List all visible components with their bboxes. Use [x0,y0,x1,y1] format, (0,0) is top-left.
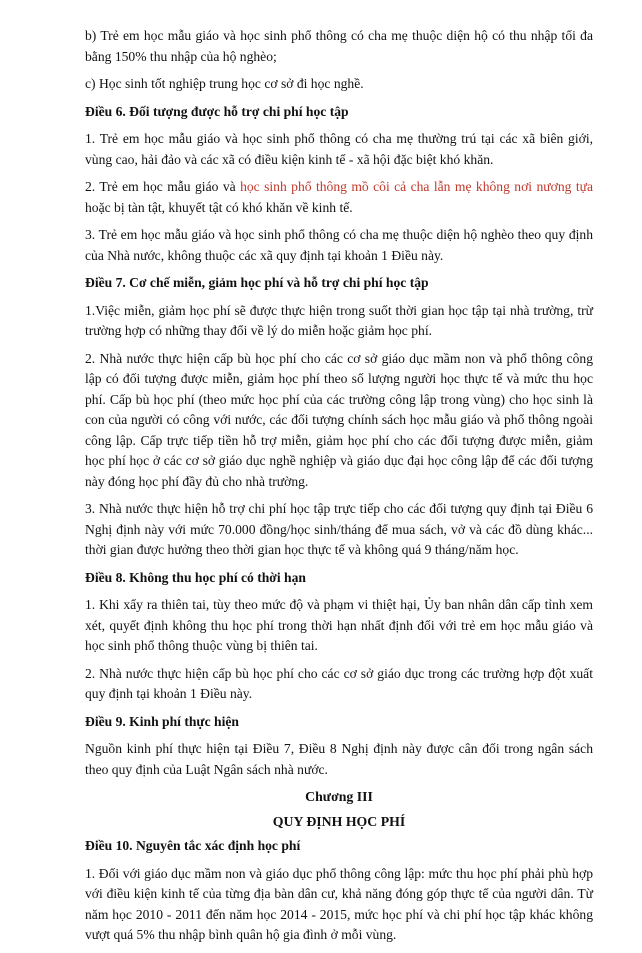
article-10-clause-1: 1. Đối với giáo dục mầm non và giáo dục phổ thông công lập: mức thu học phí phải phù hợp với điều kiện kinh tế của từng địa bàn dân cư, khả năng đóng góp thực tế của người dân. Từ năm học 2010 - 2011 đến năm học 2014 - 2015, mức học phí và chi phí học tập khác không vượt quá 5% thu nhập bình quân hộ gia đình ở mỗi vùng. [85,865,593,942]
article-7-clause-3: 3. Nhà nước thực hiện hỗ trợ chi phí học tập trực tiếp cho các đối tượng quy định tại Điều 6 Nghị định này với mức 70.000 đồng/học sinh/tháng để mua sách, vở và các đồ dùng khác... thời gian được hưởng theo thời gian học thực tế và không quá 9 tháng/năm học. [85,501,593,557]
article-6-clause-2-start: 2. Trẻ em học mẫu giáo và [85,179,241,194]
article-6-clause-2-end: hoặc bị tàn tật, khuyết tật có khó khăn về kinh tế. [85,199,353,215]
article-10-heading: Điều 10. Nguyên tắc xác định học phí [85,838,301,853]
article-9-heading: Điều 9. Kinh phí thực hiện [85,713,239,729]
article-8-clause-1: 1. Khi xẩy ra thiên tai, tùy theo mức độ và phạm vi thiệt hại, Ủy ban nhân dân cấp tỉnh xem xét, quyết định không thu học phí trong thời hạn nhất định đối với trẻ em học mẫu giáo và học sinh phổ thông thuộc vùng bị thiên tai. [85,597,593,653]
article-6-heading: Điều 6. Đối tượng được hỗ trợ chi phí học tập [85,103,349,119]
article-7-clause-1: 1.Việc miễn, giảm học phí sẽ được thực hiện trong suốt thời gian học tập tại nhà trường, trừ trường hợp có những thay đổi về lý do miễn hoặc giảm học phí. [85,302,593,338]
article-6-clause-3: 3. Trẻ em học mẫu giáo và học sinh phổ thông có cha mẹ thuộc diện hộ nghèo theo quy định của Nhà nước, không thuộc các xã quy định tại khoản 1 Điều này. [85,227,593,263]
highlighted-text: học sinh phổ thông mồ côi cả cha lẫn mẹ không nơi nương tựa [240,179,593,194]
article-8-heading: Điều 8. Không thu học phí có thời hạn [85,569,306,585]
article-7-clause-2: 2. Nhà nước thực hiện cấp bù học phí cho các cơ sở giáo dục mầm non và phổ thông công lập có đối tượng được miễn, giảm học phí theo số lượng người học thực tế và mức thu học phí. Cấp bù học phí (theo mức học phí của các trường công lập trong vùng) cho học sinh là con của người có công với nước, các đối tượng chính sách học mẫu giáo và phổ thông ngoài công lập. Cấp trực tiếp tiền hỗ trợ miễn, giảm học phí cho các đối tượng được miễn, giảm học phí học ở các cơ sở giáo dục nghề nghiệp và giáo dục đại học công lập để các đối tượng này đóng học phí đầy đủ cho nhà trường. [85,350,593,489]
article-6-clause-2 [85,177,593,218]
chapter-title: QUY ĐỊNH HỌC PHÍ [272,813,406,829]
paragraph-c: c) Học sinh tốt nghiệp trung học cơ sở đi học nghề. [85,76,364,91]
article-9-body: Nguồn kinh phí thực hiện tại Điều 7, Điều 8 Nghị định này được cân đối trong ngân sách theo quy định của Luật Ngân sách nhà nước. [85,741,593,777]
document-page [85,26,593,953]
article-8-clause-2: 2. Nhà nước thực hiện cấp bù học phí cho các cơ sở giáo dục trong các trường hợp đột xuất quy định tại khoản 1 Điều này. [85,665,593,701]
chapter-number: Chương III [305,789,373,804]
article-6-clause-1: 1. Trẻ em học mẫu giáo và học sinh phổ thông có cha mẹ thường trú tại các xã biên giới, vùng cao, hải đảo và các xã có điều kiện kinh tế - xã hội đặc biệt khó khăn. [85,131,593,167]
article-7-heading: Điều 7. Cơ chế miễn, giảm học phí và hỗ trợ chi phí học tập [85,275,429,290]
paragraph-b: b) Trẻ em học mẫu giáo và học sinh phổ thông có cha mẹ thuộc diện hộ có thu nhập tối đa bằng 150% thu nhập của hộ nghèo; [85,28,593,64]
